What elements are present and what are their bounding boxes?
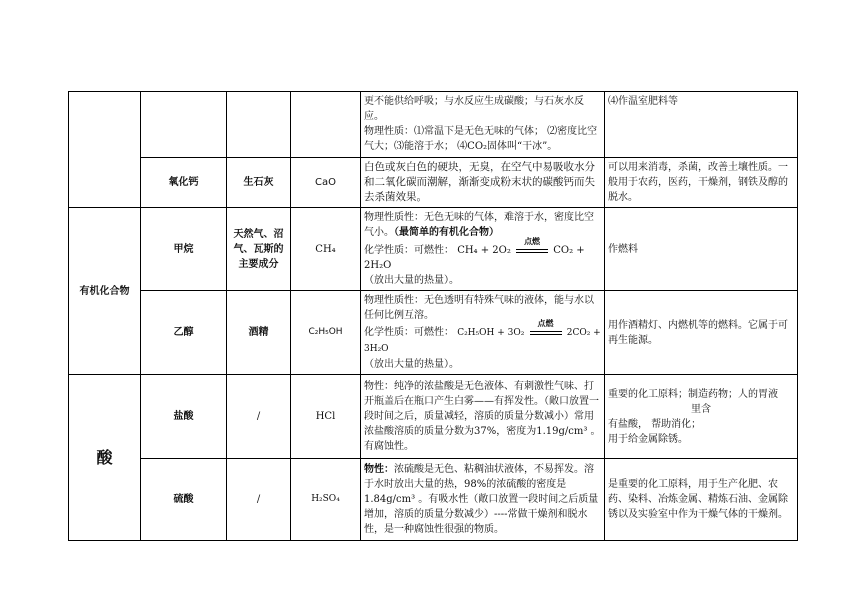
- ch4-phys: 物理性质性：无色无味的气体，难溶于水，密度比空气小。: [364, 212, 594, 238]
- h2so4-props-label: 物性：: [364, 464, 394, 475]
- ethanol-chem-label: 化学性质：可燃性：: [364, 327, 454, 338]
- ethanol-eq-cond: 点燃: [537, 318, 554, 328]
- ch4-formula: CH₄: [291, 208, 361, 291]
- ethanol-name: 乙醇: [141, 291, 227, 375]
- cao-use: 可以用来消毒，杀菌，改善土壤性质。一般用于农药，医药，干燥剂，钢铁及醇的脱水。: [605, 158, 798, 208]
- h2so4-props: [361, 459, 605, 541]
- table-row-ethanol: [69, 291, 798, 375]
- h2so4-name: 硫酸: [141, 459, 227, 541]
- h2so4-props-text: 浓硫酸是无色、粘稠油状液体，不易挥发。溶于水时放出大量的热，98%的浓硫酸的密度是1.84g/cm³ 。有吸水性（敞口放置一段时间之后质量增加，溶质的质量分数减少）----常做干燥剂和脱水性，是一种腐蚀性很强的物质。: [364, 464, 599, 535]
- organic-category: 有机化合物: [69, 208, 141, 375]
- ethanol-heat: （放出大量的热量）。: [364, 359, 459, 370]
- ch4-props: [361, 208, 605, 291]
- formula-cell: [291, 92, 361, 158]
- hcl-use-3: 有盐酸， 帮助消化；: [608, 418, 702, 430]
- table-row-co2: [69, 92, 798, 158]
- h2so4-use: 是重要的化工原料，用于生产化肥、农药、染料、冶炼金属、精炼石油、金属除锈以及实验室中作为干燥气体的干燥剂。: [605, 459, 798, 541]
- name-cell: [141, 92, 227, 158]
- ethanol-use: 用作酒精灯、内燃机等的燃料。它属于可再生能源。: [605, 291, 798, 375]
- hcl-use-1: 重要的化工原料；制造药物；人的胃液: [608, 388, 778, 400]
- properties-cell: [361, 92, 605, 158]
- ch4-note: （最简单的有机化合物）: [394, 227, 499, 238]
- h2so4-common: /: [227, 459, 291, 541]
- ethanol-formula: C₂H₅OH: [291, 291, 361, 375]
- ch4-chem-label: 化学性质：可燃性：: [364, 245, 454, 256]
- ethanol-eq-left: C₂H₅OH + 3O₂: [457, 328, 525, 338]
- ethanol-common: 酒精: [227, 291, 291, 375]
- hcl-use: [605, 375, 798, 459]
- ch4-use: 作燃料: [605, 208, 798, 291]
- common-name-cell: [227, 92, 291, 158]
- hcl-use-4: 用于给金属除锈。: [608, 433, 688, 445]
- hcl-name: 盐酸: [141, 375, 227, 459]
- co2-phys: 物理性质：⑴常温下是无色无味的气体； ⑵密度比空气大；⑶能溶于水； ⑷CO₂固体叫“干冰”。: [364, 126, 598, 152]
- hcl-use-2: 里含: [691, 403, 711, 415]
- ch4-eq-left: CH₄ + 2O₂: [457, 245, 511, 256]
- table-row-ch4: [69, 208, 798, 291]
- cao-formula: CaO: [291, 158, 361, 208]
- cao-common: 生石灰: [227, 158, 291, 208]
- ch4-heat: （放出大量的热量）。: [364, 275, 459, 286]
- ethanol-props: [361, 291, 605, 375]
- acid-category: 酸: [69, 375, 141, 541]
- ch4-name: 甲烷: [141, 208, 227, 291]
- use-cell: ⑷作温室肥料等: [605, 92, 798, 158]
- hcl-formula: HCl: [291, 375, 361, 459]
- ethanol-phys: 物理性质性：无色透明有特殊气味的液体，能与水以任何比例互溶。: [364, 295, 594, 321]
- table-row-h2so4: [69, 459, 798, 541]
- table-row-cao: [69, 158, 798, 208]
- ch4-eq-right: CO₂ + 2H₂O: [364, 245, 585, 271]
- hcl-props: 物性：纯净的浓盐酸是无色液体、有刺激性气味、打开瓶盖后在瓶口产生白雾——有挥发性。（敞口放置一段时间之后，质量减轻，溶质的质量分数减小）常用浓盐酸溶质的质量分数为37%，密度为1.19g/cm³ 。有腐蚀性。: [361, 375, 605, 459]
- ethanol-eq-right: 2CO₂ + 3H₂O: [364, 328, 601, 354]
- cao-name: 氧化钙: [141, 158, 227, 208]
- ch4-eq-cond: 点燃: [524, 236, 541, 246]
- cao-props: 白色或灰白色的硬块，无臭，在空气中易吸收水分和二氧化碳而潮解，渐渐变成粉末状的碳酸钙而失去杀菌效果。: [361, 158, 605, 208]
- table-row-hcl: [69, 375, 798, 459]
- ethanol-eq-arrow: [528, 318, 564, 340]
- co2-props: 更不能供给呼吸；与水反应生成碳酸；与石灰水反应。: [364, 96, 584, 122]
- chemistry-table: [68, 91, 798, 541]
- hcl-common: /: [227, 375, 291, 459]
- ch4-eq-arrow: [514, 236, 550, 258]
- h2so4-formula: H₂SO₄: [291, 459, 361, 541]
- category-cell-blank: [69, 92, 141, 208]
- ch4-common: 天然气、沼气、瓦斯的主要成分: [227, 208, 291, 291]
